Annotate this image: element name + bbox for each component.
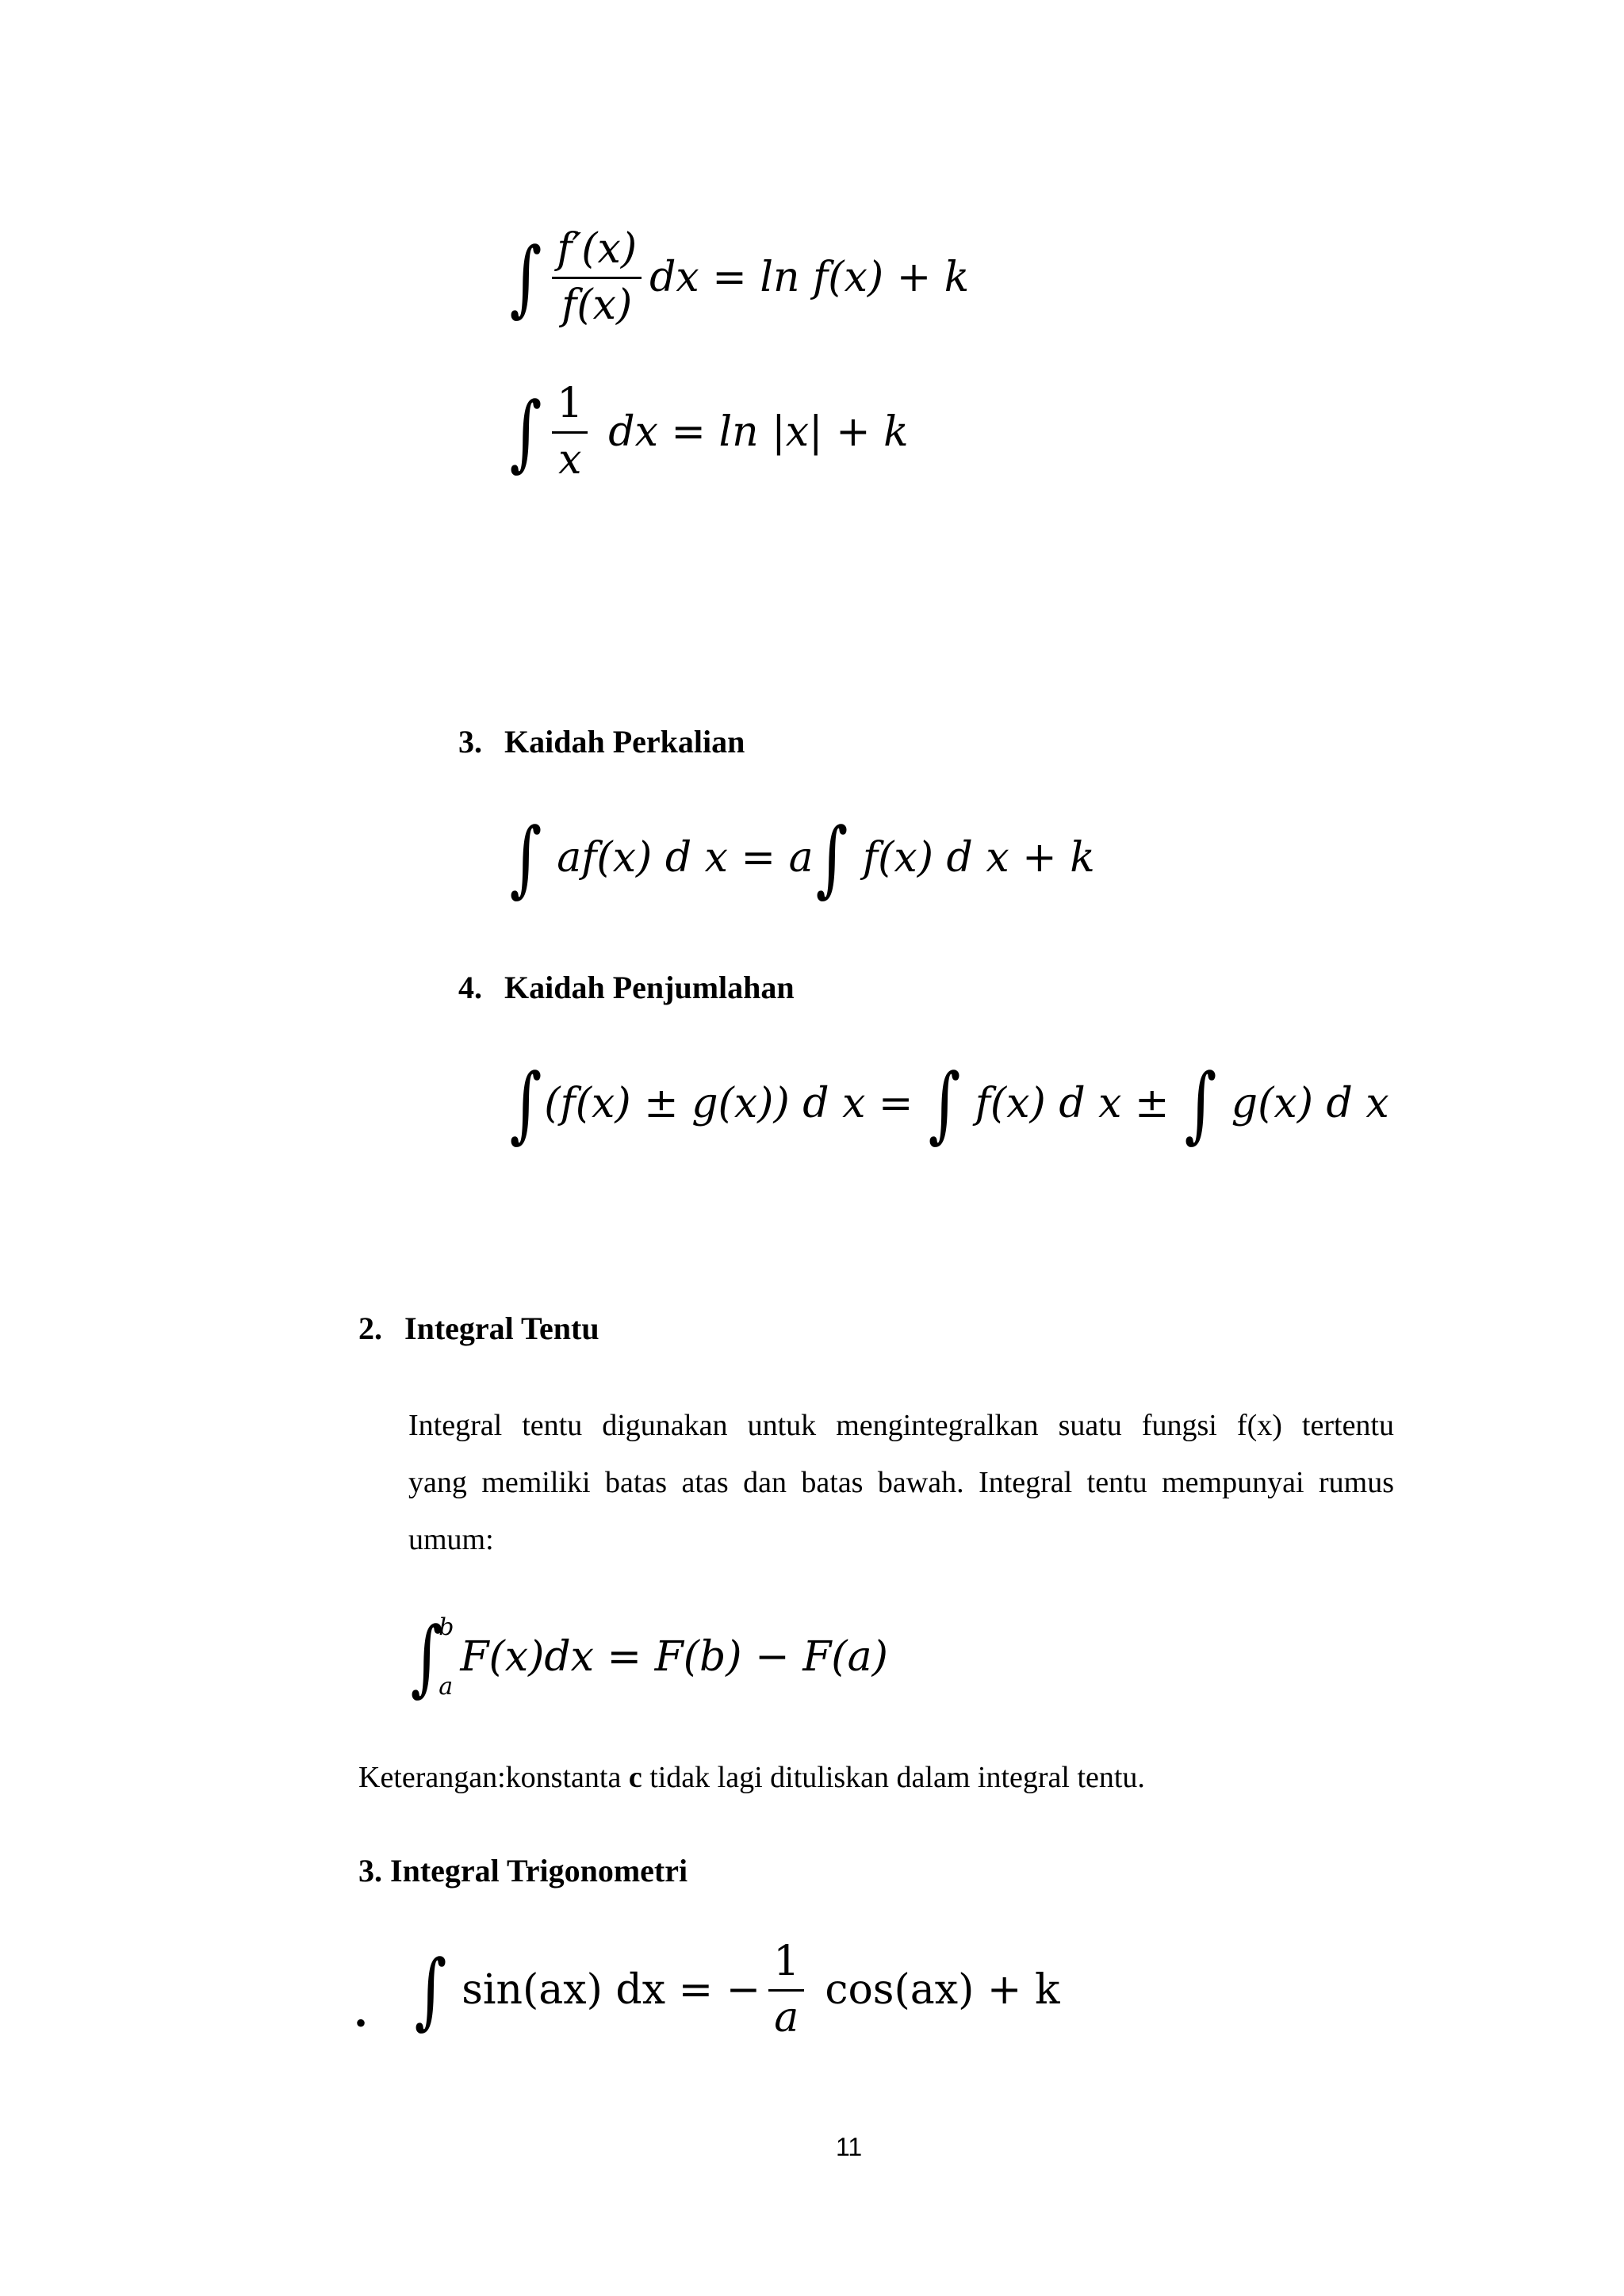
formula-right: f(x) d x + k	[862, 834, 1095, 882]
formula-left: sin(ax) dx = −	[462, 1966, 761, 2015]
formula-sum-rule	[508, 1055, 1389, 1152]
paragraph-line: umum:	[408, 1523, 494, 1556]
numerator: f′(x)	[552, 226, 642, 279]
paragraph-integral-tentu	[408, 1397, 1394, 1568]
heading-title: Kaidah Perkalian	[504, 724, 745, 760]
integral-sign: ∫	[509, 809, 542, 906]
formula-part-a: (f(x) ± g(x)) d x =	[544, 1080, 914, 1127]
lower-limit: a	[439, 1673, 454, 1701]
paragraph-line: yang memiliki batas atas dan batas bawah. Integral tentu mempunyai rumus	[408, 1466, 1394, 1499]
formula-reciprocal	[508, 381, 909, 484]
fraction	[552, 381, 588, 484]
integral-sign: ∫	[414, 1942, 447, 2039]
formula-rhs: dx = ln |x| + k	[608, 408, 909, 457]
fraction	[768, 1938, 804, 2042]
integral-sign: ∫	[815, 809, 848, 906]
integral-sign: ∫	[509, 229, 542, 327]
numerator: 1	[552, 381, 588, 434]
note-text: tidak lagi dituliskan dalam integral tentu.	[642, 1761, 1145, 1794]
upper-limit: b	[439, 1613, 454, 1641]
denominator: x	[558, 435, 582, 484]
formula-part-c: g(x) d x	[1231, 1080, 1389, 1127]
fraction	[552, 226, 642, 330]
formula-log-derivative	[508, 226, 969, 330]
heading-title: Integral Tentu	[404, 1311, 599, 1346]
denominator: a	[774, 1993, 799, 2042]
formula-body: F(x)dx = F(b) − F(a)	[460, 1633, 888, 1681]
heading-number: 4.	[458, 970, 482, 1005]
formula-definite-integral	[408, 1609, 888, 1705]
note-bold: c	[628, 1761, 642, 1794]
formula-sin-integral	[412, 1938, 1060, 2042]
formula-constant-multiple	[508, 809, 1095, 906]
note-keterangan	[358, 1760, 1145, 1795]
heading-integral-trigonometri: 3. Integral Trigonometri	[358, 1853, 688, 1888]
formula-right: cos(ax) + k	[825, 1966, 1060, 2015]
integral-sign: ∫	[1184, 1055, 1217, 1152]
integral-sign: ∫	[509, 1055, 542, 1152]
note-text: Keterangan:konstanta	[358, 1761, 629, 1794]
formula-rhs: dx = ln f(x) + k	[649, 254, 970, 302]
numerator: 1	[768, 1938, 804, 1992]
heading-kaidah-perkalian	[458, 723, 745, 760]
heading-number: 3.	[458, 724, 482, 760]
formula-part-b: f(x) d x ±	[975, 1080, 1170, 1127]
heading-integral-tentu	[358, 1310, 599, 1347]
formula-left: af(x) d x = a	[557, 834, 814, 882]
heading-title: Kaidah Penjumlahan	[504, 970, 795, 1005]
integral-sign: ∫	[928, 1055, 960, 1152]
heading-number: 2.	[358, 1311, 382, 1346]
integral-sign: ∫	[509, 384, 542, 481]
paragraph-line: Integral tentu digunakan untuk mengintegralkan suatu fungsi f(x) tertentu	[408, 1409, 1394, 1442]
integral-sign: ∫	[410, 1609, 443, 1705]
page-number: 11	[836, 2133, 863, 2161]
heading-kaidah-penjumlahan	[458, 969, 795, 1006]
denominator: f(x)	[561, 281, 633, 329]
bullet: •	[355, 2005, 367, 2041]
